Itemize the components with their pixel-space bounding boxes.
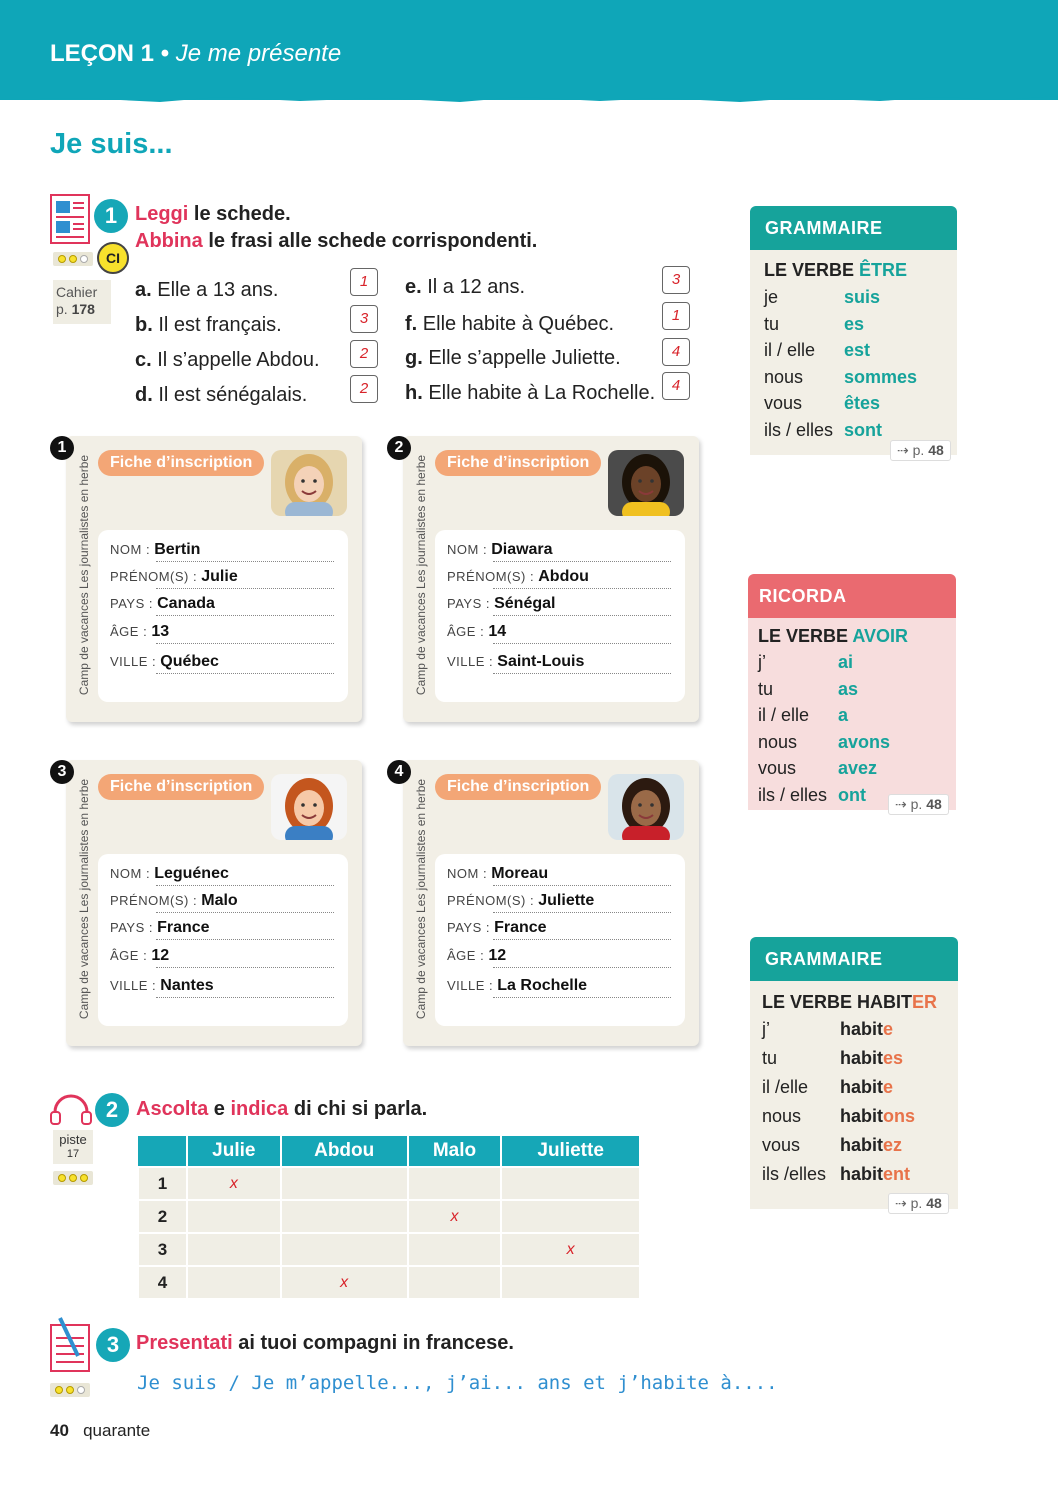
- card-number-badge: 2: [387, 436, 411, 460]
- table-header-row: [138, 1136, 639, 1167]
- verb-stem: habit: [840, 1135, 883, 1155]
- exercise-1-number: 1: [94, 199, 128, 233]
- sentence-item: [405, 313, 614, 336]
- verb-ending: ent: [883, 1164, 910, 1184]
- pronoun: vous: [762, 1135, 801, 1155]
- verb-form: ont: [838, 784, 866, 805]
- pronoun: vous: [758, 758, 797, 778]
- card-field: [110, 977, 214, 995]
- sentence-letter: a.: [135, 279, 152, 301]
- answer-cell[interactable]: [187, 1233, 281, 1266]
- field-label: ÂGE :: [447, 624, 485, 639]
- sentence-letter: f.: [405, 313, 418, 335]
- answer-cell[interactable]: [281, 1167, 408, 1200]
- pronoun: vous: [764, 393, 803, 413]
- field-label: PRÉNOM(S) :: [110, 569, 198, 584]
- field-label: VILLE :: [447, 978, 494, 993]
- answer-cell[interactable]: [408, 1167, 502, 1200]
- sentence-letter: e.: [405, 276, 422, 298]
- pronoun: je: [764, 287, 779, 307]
- sentence-letter: h.: [405, 382, 423, 404]
- conjugation-row: [764, 367, 954, 388]
- verb-heading: LE VERBE ÊTRE: [764, 260, 908, 280]
- pronoun: j’: [758, 652, 766, 672]
- conjugation-row: [762, 1019, 952, 1040]
- answer-box[interactable]: 1: [350, 268, 378, 296]
- example-sentence: Je suis / Je m’appelle..., j’ai... ans et j’habite à....: [137, 1372, 778, 1394]
- answer-cell[interactable]: [408, 1233, 502, 1266]
- verb-stem: habit: [840, 1077, 883, 1097]
- answer-box[interactable]: 2: [350, 375, 378, 403]
- card-field: [447, 623, 506, 641]
- field-value: Saint-Louis: [497, 653, 585, 670]
- conjugation-row: [758, 652, 948, 673]
- answer-cell[interactable]: [501, 1167, 639, 1200]
- sentence-letter: g.: [405, 347, 423, 369]
- answer-cell[interactable]: [187, 1200, 281, 1233]
- field-value: Abdou: [538, 568, 589, 585]
- card-field: [110, 865, 229, 883]
- card-title-pill: Fiche d’inscription: [98, 450, 264, 476]
- field-label: ÂGE :: [110, 948, 148, 963]
- field-value: Nantes: [160, 977, 214, 994]
- answer-box[interactable]: 3: [350, 305, 378, 333]
- card-side-label: Camp de vacances Les journalistes en herbe: [414, 454, 428, 696]
- exercise-3-instruction: Presentati ai tuoi compagni in francese.: [136, 1332, 514, 1354]
- ricorda-heading: RICORDA: [748, 574, 956, 618]
- field-value: Sénégal: [494, 595, 556, 612]
- verb-form: [840, 1077, 893, 1098]
- page-ref[interactable]: ⇢ p. 48: [888, 794, 949, 815]
- exercise-3-number: 3: [96, 1328, 130, 1362]
- sentence-text: Il a 12 ans.: [427, 276, 526, 298]
- card-field: [447, 892, 594, 910]
- verb-stem: habit: [840, 1164, 883, 1184]
- sentence-letter: c.: [135, 349, 152, 371]
- lesson-subtitle: Je me présente: [175, 40, 342, 67]
- verb-ending: ons: [883, 1106, 916, 1126]
- card-field: [110, 947, 169, 965]
- verb-form: sommes: [844, 366, 918, 387]
- grammaire-habiter-heading: GRAMMAIRE: [750, 937, 958, 981]
- card-number-badge: 4: [387, 760, 411, 784]
- card-field: [447, 919, 547, 937]
- sentence-text: Elle a 13 ans.: [157, 279, 279, 301]
- sentence-letter: b.: [135, 314, 153, 336]
- column-header: Juliette: [501, 1136, 639, 1167]
- verb-form: sont: [844, 419, 882, 440]
- field-value: 12: [488, 947, 507, 964]
- pronoun: il / elle: [764, 340, 816, 360]
- listening-table: [137, 1136, 639, 1298]
- card-field: [110, 653, 219, 671]
- page-ref[interactable]: ⇢ p. 48: [890, 440, 951, 461]
- conjugation-row: [758, 758, 948, 779]
- conjugation-row: [764, 314, 954, 335]
- card-title-pill: Fiche d’inscription: [98, 774, 264, 800]
- field-label: NOM :: [447, 542, 488, 557]
- pronoun: tu: [764, 313, 780, 334]
- field-value: Moreau: [491, 865, 549, 882]
- card-photo: [271, 450, 347, 516]
- sentence-item: [405, 382, 655, 405]
- field-value: 14: [488, 623, 507, 640]
- field-label: ÂGE :: [447, 948, 485, 963]
- reading-icon: [50, 194, 90, 244]
- grammaire-etre-heading: GRAMMAIRE: [750, 206, 957, 250]
- verb-form: avons: [838, 731, 891, 752]
- answer-box[interactable]: 3: [662, 266, 690, 294]
- card-field: [110, 568, 238, 586]
- sentence-item: [405, 276, 525, 299]
- pronoun: ils /elles: [762, 1164, 827, 1184]
- field-label: VILLE :: [110, 654, 157, 669]
- card-number-badge: 3: [50, 760, 74, 784]
- answer-box[interactable]: 4: [662, 338, 690, 366]
- conjugation-row: [762, 1164, 952, 1185]
- field-dotted-line: [493, 561, 671, 562]
- verb-form: suis: [844, 287, 881, 307]
- field-label: PRÉNOM(S) :: [447, 893, 535, 908]
- verb-form: [840, 1164, 910, 1185]
- card-field: [447, 947, 506, 965]
- verb-form: avez: [838, 758, 878, 778]
- audio-track[interactable]: piste 17: [53, 1130, 93, 1164]
- field-value: Juliette: [538, 892, 595, 909]
- answer-box[interactable]: 1: [662, 302, 690, 330]
- conjugation-row: [762, 1106, 952, 1127]
- sentence-item: [135, 384, 307, 407]
- answer-box[interactable]: 2: [350, 340, 378, 368]
- field-dotted-line: [156, 673, 334, 674]
- row-number: 4: [138, 1266, 187, 1298]
- field-dotted-line: [493, 615, 671, 616]
- pronoun: nous: [762, 1106, 802, 1126]
- field-dotted-line: [156, 967, 334, 968]
- card-field: [110, 919, 210, 937]
- field-dotted-line: [493, 997, 671, 998]
- writing-icon: [50, 1316, 90, 1372]
- table-row: [138, 1233, 639, 1266]
- verb-ending: e: [883, 1019, 894, 1039]
- corner-cell: [138, 1136, 187, 1167]
- conjugation-row: [758, 679, 948, 700]
- table-row: [138, 1200, 639, 1233]
- grammaire-etre-box: [750, 206, 957, 458]
- card-field: [110, 892, 238, 910]
- field-dotted-line: [493, 673, 671, 674]
- lesson-title: LEÇON 1 • Je me présente: [50, 40, 342, 67]
- verb-form: [840, 1106, 915, 1127]
- verb-ending: es: [883, 1048, 904, 1068]
- field-label: PAYS :: [110, 920, 153, 935]
- field-dotted-line: [493, 912, 671, 913]
- answer-cell[interactable]: x: [408, 1200, 502, 1233]
- ricorda-avoir-box: [748, 574, 956, 810]
- card-field: [110, 623, 169, 641]
- sentence-item: [135, 349, 320, 372]
- page-number: 40: [50, 1421, 69, 1440]
- card-field: [447, 865, 548, 883]
- field-dotted-line: [493, 939, 671, 940]
- verb-heading: LE VERBE AVOIR: [758, 626, 909, 646]
- card-title-pill: Fiche d’inscription: [435, 450, 601, 476]
- field-dotted-line: [156, 997, 334, 998]
- card-photo: [271, 774, 347, 840]
- pronoun: il /elle: [762, 1077, 809, 1097]
- verb-form: as: [838, 678, 859, 699]
- field-label: ÂGE :: [110, 624, 148, 639]
- conjugation-row: [762, 1135, 952, 1156]
- pronoun: il / elle: [758, 705, 810, 725]
- page-ref[interactable]: ⇢ p. 48: [888, 1193, 949, 1214]
- column-header: Abdou: [281, 1136, 408, 1167]
- conjugation-row: [764, 287, 954, 308]
- pronoun: tu: [758, 678, 774, 699]
- ci-badge: CI: [97, 242, 129, 274]
- field-value: Canada: [157, 595, 215, 612]
- answer-cell[interactable]: x: [501, 1233, 639, 1266]
- answer-cell[interactable]: [187, 1266, 281, 1298]
- verb-form: êtes: [844, 393, 881, 413]
- conjugation-row: [764, 420, 954, 441]
- exercise-2-instruction: Ascolta e indica di chi si parla.: [136, 1098, 428, 1120]
- answer-cell[interactable]: [281, 1233, 408, 1266]
- field-dotted-line: [156, 939, 334, 940]
- card-number-badge: 1: [50, 436, 74, 460]
- field-label: NOM :: [447, 866, 488, 881]
- field-value: 12: [151, 947, 170, 964]
- answer-cell[interactable]: [501, 1200, 639, 1233]
- field-label: VILLE :: [447, 654, 494, 669]
- row-number: 1: [138, 1167, 187, 1200]
- card-field: [447, 595, 555, 613]
- field-value: Bertin: [154, 541, 201, 558]
- verb-ending: ez: [883, 1135, 903, 1155]
- pronoun: ils / elles: [764, 419, 834, 440]
- level-indicator: [53, 252, 93, 266]
- field-label: NOM :: [110, 866, 151, 881]
- pronoun: nous: [758, 731, 798, 752]
- answer-cell[interactable]: x: [281, 1266, 408, 1298]
- sentence-text: Il est français.: [158, 314, 282, 336]
- page-title: Je suis...: [50, 128, 173, 160]
- field-dotted-line: [493, 588, 671, 589]
- conjugation-row: [762, 1048, 952, 1069]
- conjugation-row: [764, 340, 954, 361]
- pronoun: tu: [762, 1048, 778, 1068]
- header-brush-edge: [0, 92, 1058, 104]
- column-header: Malo: [408, 1136, 502, 1167]
- verb-heading: LE VERBE HABITER: [762, 992, 938, 1012]
- conjugation-row: [764, 393, 954, 414]
- grammaire-etre-body: [750, 250, 957, 458]
- conjugation-row: [758, 705, 948, 726]
- field-dotted-line: [156, 588, 334, 589]
- sentence-text: Elle s’appelle Juliette.: [428, 347, 621, 369]
- field-value: France: [157, 919, 210, 936]
- card-field: [110, 595, 215, 613]
- sentence-item: [135, 279, 278, 302]
- exercise-1-instruction-2: Abbina le frasi alle schede corrispondenti.: [135, 230, 538, 252]
- page-footer: [50, 1421, 150, 1441]
- conjugation-row: [762, 1077, 952, 1098]
- field-label: NOM :: [110, 542, 151, 557]
- field-dotted-line: [156, 615, 334, 616]
- answer-cell[interactable]: [501, 1266, 639, 1298]
- field-dotted-line: [156, 912, 334, 913]
- sentence-text: Elle habite à Québec.: [422, 313, 615, 335]
- card-title-pill: Fiche d’inscription: [435, 774, 601, 800]
- sentence-letter: d.: [135, 384, 153, 406]
- card-photo: [608, 450, 684, 516]
- exercise-1-instruction-1: Leggi le schede.: [135, 203, 291, 225]
- field-label: VILLE :: [110, 978, 157, 993]
- card-field: [447, 653, 584, 671]
- sentence-text: Il s’appelle Abdou.: [157, 349, 320, 371]
- sentence-text: Elle habite à La Rochelle.: [428, 382, 656, 404]
- verb-form: ai: [838, 652, 854, 672]
- answer-cell[interactable]: [281, 1200, 408, 1233]
- card-field: [447, 977, 587, 995]
- sentence-item: [405, 347, 621, 370]
- verb-stem: habit: [840, 1019, 883, 1039]
- field-value: France: [494, 919, 547, 936]
- table-row: [138, 1266, 639, 1298]
- card-side-label: Camp de vacances Les journalistes en herbe: [77, 454, 91, 696]
- field-value: Julie: [201, 568, 238, 585]
- field-value: Diawara: [491, 541, 553, 558]
- answer-cell[interactable]: x: [187, 1167, 281, 1200]
- grammaire-habiter-box: [750, 937, 958, 1209]
- field-label: PAYS :: [447, 920, 490, 935]
- verb-stem: habit: [840, 1048, 883, 1068]
- field-dotted-line: [156, 885, 334, 886]
- row-number: 3: [138, 1233, 187, 1266]
- field-value: 13: [151, 623, 170, 640]
- field-dotted-line: [493, 885, 671, 886]
- cahier-reference: Cahier p. 178: [53, 280, 111, 324]
- card-field: [110, 541, 200, 559]
- field-dotted-line: [156, 643, 334, 644]
- conjugation-row: [758, 732, 948, 753]
- verb-form: es: [844, 313, 865, 334]
- verb-form: est: [844, 340, 871, 360]
- field-value: Québec: [160, 653, 219, 670]
- column-header: Julie: [187, 1136, 281, 1167]
- card-side-label: Camp de vacances Les journalistes en herbe: [414, 778, 428, 1020]
- sentence-text: Il est sénégalais.: [158, 384, 308, 406]
- ricorda-body: [748, 618, 956, 810]
- verb-form: a: [838, 705, 849, 725]
- row-number: 2: [138, 1200, 187, 1233]
- grammaire-habiter-body: [750, 981, 958, 1209]
- page-word: quarante: [83, 1421, 151, 1440]
- verb-form: [840, 1048, 903, 1069]
- pronoun: j’: [762, 1019, 770, 1039]
- field-dotted-line: [156, 561, 334, 562]
- table-row: [138, 1167, 639, 1200]
- card-side-label: Camp de vacances Les journalistes en herbe: [77, 778, 91, 1020]
- field-label: PRÉNOM(S) :: [447, 569, 535, 584]
- card-field: [447, 541, 553, 559]
- verb-form: [840, 1135, 902, 1156]
- level-indicator: [53, 1171, 93, 1185]
- level-indicator: [50, 1383, 90, 1397]
- verb-form: [840, 1019, 893, 1040]
- exercise-2-number: 2: [95, 1093, 129, 1127]
- field-dotted-line: [493, 967, 671, 968]
- field-label: PAYS :: [110, 596, 153, 611]
- answer-cell[interactable]: [408, 1266, 502, 1298]
- pronoun: ils / elles: [758, 784, 828, 805]
- sentence-item: [135, 314, 282, 337]
- field-value: Leguénec: [154, 865, 229, 882]
- field-label: PRÉNOM(S) :: [110, 893, 198, 908]
- field-dotted-line: [493, 643, 671, 644]
- card-field: [447, 568, 589, 586]
- card-photo: [608, 774, 684, 840]
- verb-ending: e: [883, 1077, 894, 1097]
- headphones-icon: [49, 1092, 93, 1126]
- field-label: PAYS :: [447, 596, 490, 611]
- pronoun: nous: [764, 366, 804, 387]
- field-value: Malo: [201, 892, 238, 909]
- verb-stem: habit: [840, 1106, 883, 1126]
- field-value: La Rochelle: [497, 977, 588, 994]
- answer-box[interactable]: 4: [662, 372, 690, 400]
